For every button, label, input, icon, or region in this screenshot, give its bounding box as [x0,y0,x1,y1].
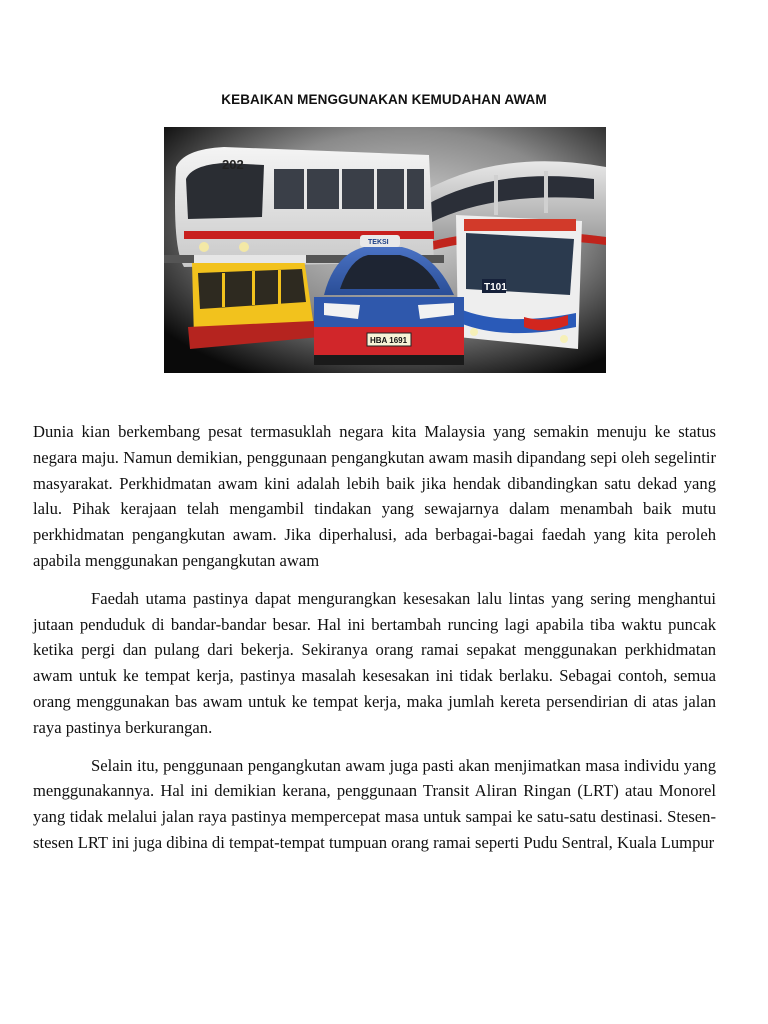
bus-illustration [456,215,582,349]
taxi-plate-label: HBA 1691 [370,336,408,345]
public-transport-collage [164,127,606,373]
document-title: KEBAIKAN MENGGUNAKAN KEMUDAHAN AWAM [221,92,547,107]
ferry-illustration [188,255,320,349]
document-body [33,419,716,868]
paragraph-traffic: Faedah utama pastinya dapat mengurangkan kesesakan lalu lintas yang sering menghantui jutaan penduduk di bandar-bandar besar. Hal ini bertambah runcing lagi apabila tiba waktu puncak ketika pergi dan pulang dari bekerja. Sekiranya orang ramai sepakat menggunakan perkhidmatan awam untuk ke tempat kerja, pastinya masalah kesesakan ini tidak berlaku. Sebagai contoh, semua orang menggunakan bas awam untuk ke tempat kerja, maka jumlah kereta persendirian di atas jalan raya pastinya berkurangan. [33,588,716,737]
paragraph-intro: Dunia kian berkembang pesat termasuklah negara kita Malaysia yang semakin menuju ke status negara maju. Namun demikian, penggunaan pengangkutan awam masih dipandang sepi oleh segelintir masyarakat. Perkhidmatan awam kini adalah lebih baik jika hendak dibandingkan satu dekad yang lalu. Pihak kerajaan telah mengambil tindakan yang sewajarnya dalam menambah baik mutu perkhidmatan pengangkutan awam. Jika diperhalusi, ada berbagai-bagai faedah yang kita peroleh apabila menggunakan pengangkutan awam [33,422,716,570]
train-number-label: 202 [222,157,244,172]
transport-illustration [164,127,606,373]
taxi-roof-sign: TEKSI [368,239,389,246]
bus-route-label: T101 [484,282,507,293]
paragraph-time-saving: Selain itu, penggunaan pengangkutan awam juga pasti akan menjimatkan masa individu yang menggunakannya. Hal ini demikian kerana, penggunaan Transit Aliran Ringan (LRT) atau Monorel yang tidak melalui jalan raya pastinya mempercepat masa untuk sampai ke satu-satu destinasi. Stesen-stesen LRT ini juga dibina di tempat-tempat tumpuan orang ramai seperti Pudu Sentral, Kuala Lumpur [33,755,716,852]
